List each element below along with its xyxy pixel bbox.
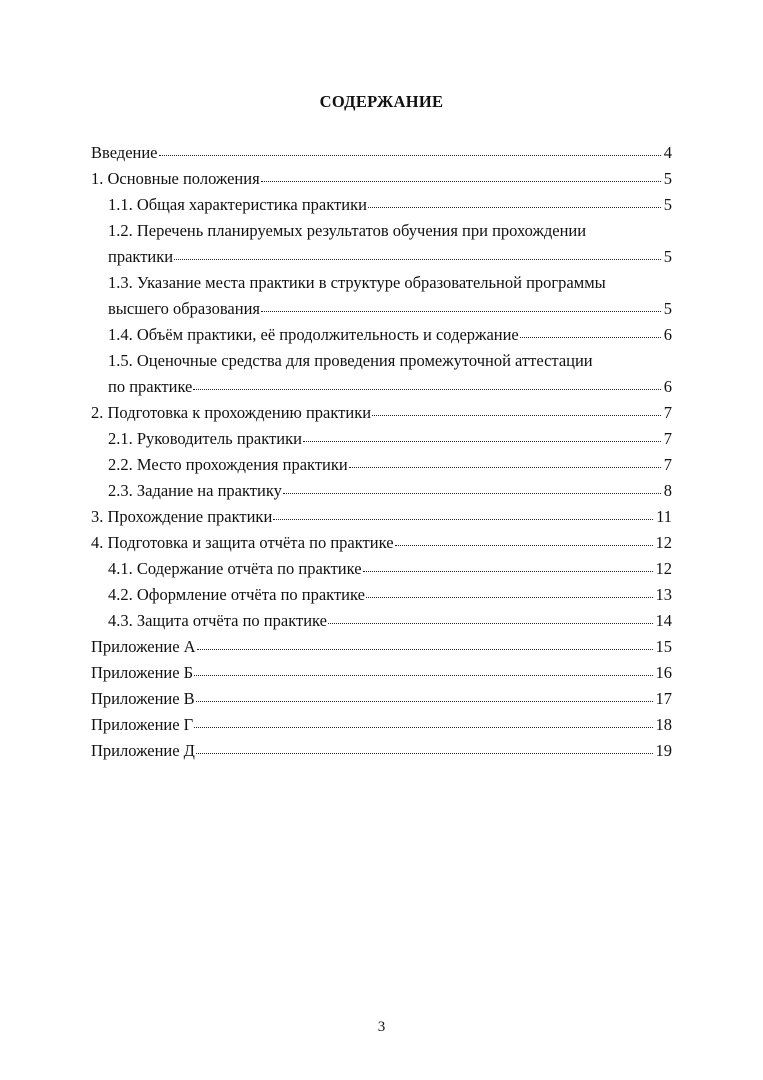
toc-entry-page-number: 18 bbox=[655, 715, 672, 734]
toc-entry-row bbox=[108, 374, 672, 400]
toc-entry[interactable] bbox=[91, 738, 672, 764]
dot-leader bbox=[366, 586, 653, 600]
toc-entry-label: 1. Основные положения bbox=[91, 169, 260, 188]
toc-entry-row bbox=[91, 738, 672, 764]
toc-entry-label: Приложение А bbox=[91, 637, 196, 656]
page-title: СОДЕРЖАНИЕ bbox=[319, 92, 444, 111]
toc-entry-label: 1.4. Объём практики, её продолжительность и содержание bbox=[108, 325, 519, 344]
toc-entry-page-number: 5 bbox=[663, 195, 672, 214]
toc-entry[interactable] bbox=[91, 218, 672, 270]
toc-entry-row bbox=[108, 556, 672, 582]
toc-entry-row bbox=[91, 140, 672, 166]
toc-entry[interactable] bbox=[91, 660, 672, 686]
toc-entry[interactable] bbox=[91, 478, 672, 504]
toc-entry-page-number: 14 bbox=[655, 611, 672, 630]
toc-entry-row bbox=[108, 296, 672, 322]
dot-leader bbox=[368, 196, 661, 210]
toc-entry-label: 2. Подготовка к прохождению практики bbox=[91, 403, 372, 422]
toc-entry-page-number: 11 bbox=[656, 507, 672, 526]
toc-entry-row bbox=[91, 166, 672, 192]
toc-entry[interactable] bbox=[91, 556, 672, 582]
toc-entry[interactable] bbox=[91, 140, 672, 166]
toc-entry-row bbox=[91, 504, 672, 530]
dot-leader bbox=[197, 638, 653, 652]
toc-entry-label: Приложение В bbox=[91, 689, 195, 708]
toc-entry-label: 3. Прохождение практики bbox=[91, 507, 273, 526]
dot-leader bbox=[395, 534, 653, 548]
toc-entry-page-number: 7 bbox=[663, 429, 672, 448]
toc-entry-page-number: 5 bbox=[663, 247, 672, 266]
dot-leader bbox=[273, 508, 653, 522]
toc-entry[interactable] bbox=[91, 634, 672, 660]
toc-entry[interactable] bbox=[91, 270, 672, 322]
dot-leader bbox=[194, 716, 652, 730]
toc-entry[interactable] bbox=[91, 712, 672, 738]
toc-entry-page-number: 12 bbox=[655, 559, 672, 578]
toc-entry-row bbox=[108, 582, 672, 608]
toc-entry-label: 4.2. Оформление отчёта по практике bbox=[108, 585, 365, 604]
toc-entry-row bbox=[108, 452, 672, 478]
dot-leader bbox=[194, 664, 652, 678]
dot-leader bbox=[303, 430, 661, 444]
toc-entry-label: практики bbox=[108, 247, 174, 266]
toc-entry-row bbox=[91, 400, 672, 426]
toc-entry[interactable] bbox=[91, 686, 672, 712]
toc-entry-page-number: 5 bbox=[663, 169, 672, 188]
toc-entry-label: по практике bbox=[108, 377, 193, 396]
toc-entry[interactable] bbox=[91, 426, 672, 452]
dot-leader bbox=[196, 742, 653, 756]
toc-entry-page-number: 5 bbox=[663, 299, 672, 318]
page-number: 3 bbox=[377, 1019, 386, 1035]
toc-entry-page-number: 8 bbox=[663, 481, 672, 500]
toc-entry-page-number: 15 bbox=[655, 637, 672, 656]
toc-entry-row bbox=[91, 634, 672, 660]
toc-entry-page-number: 4 bbox=[663, 143, 672, 162]
toc-entry[interactable] bbox=[91, 530, 672, 556]
toc-entry[interactable] bbox=[91, 166, 672, 192]
toc-entry-page-number: 17 bbox=[655, 689, 672, 708]
toc-entry-label: 2.3. Задание на практику bbox=[108, 481, 282, 500]
dot-leader bbox=[261, 300, 661, 314]
toc-entry[interactable] bbox=[91, 608, 672, 634]
toc-entry-row bbox=[108, 244, 672, 270]
toc-entry-page-number: 6 bbox=[663, 325, 672, 344]
toc-entry-page-number: 7 bbox=[663, 403, 672, 422]
toc-entry-row bbox=[91, 660, 672, 686]
toc-entry[interactable] bbox=[91, 504, 672, 530]
toc-entry-page-number: 7 bbox=[663, 455, 672, 474]
dot-leader bbox=[196, 690, 653, 704]
dot-leader bbox=[159, 144, 661, 158]
toc-entry-row bbox=[108, 608, 672, 634]
toc-entry[interactable] bbox=[91, 582, 672, 608]
toc-entry-label: 1.1. Общая характеристика практики bbox=[108, 195, 367, 214]
toc-entry-row bbox=[108, 192, 672, 218]
toc-entry-row bbox=[108, 322, 672, 348]
dot-leader bbox=[193, 378, 660, 392]
toc-entry-label: Приложение Д bbox=[91, 741, 195, 760]
toc-entry[interactable] bbox=[91, 400, 672, 426]
dot-leader bbox=[174, 248, 661, 262]
toc-entry-label: 4.3. Защита отчёта по практике bbox=[108, 611, 327, 630]
toc-entry-title-line: 1.3. Указание места практики в структуре образовательной программы bbox=[108, 273, 606, 292]
toc-entry-page-number: 19 bbox=[655, 741, 672, 760]
toc-entry[interactable] bbox=[91, 452, 672, 478]
toc-entry-page-number: 13 bbox=[655, 585, 672, 604]
toc-entry[interactable] bbox=[91, 322, 672, 348]
toc-entry-label: 4. Подготовка и защита отчёта по практике bbox=[91, 533, 394, 552]
toc-entry-title-line: 1.2. Перечень планируемых результатов обучения при прохождении bbox=[108, 221, 587, 240]
dot-leader bbox=[283, 482, 661, 496]
toc-entry-label: 4.1. Содержание отчёта по практике bbox=[108, 559, 362, 578]
dot-leader bbox=[349, 456, 661, 470]
toc-entry-row bbox=[108, 426, 672, 452]
dot-leader bbox=[328, 612, 653, 626]
table-of-contents bbox=[91, 140, 672, 764]
toc-entry-page-number: 12 bbox=[655, 533, 672, 552]
toc-entry-row bbox=[108, 478, 672, 504]
toc-entry-label: Введение bbox=[91, 143, 158, 162]
toc-entry-row bbox=[91, 686, 672, 712]
toc-entry-label: Приложение Г bbox=[91, 715, 194, 734]
toc-entry-label: 2.1. Руководитель практики bbox=[108, 429, 302, 448]
toc-entry-label: Приложение Б bbox=[91, 663, 194, 682]
dot-leader bbox=[363, 560, 653, 574]
toc-entry-row bbox=[91, 712, 672, 738]
toc-entry-label: 2.2. Место прохождения практики bbox=[108, 455, 348, 474]
dot-leader bbox=[261, 170, 661, 184]
toc-entry[interactable] bbox=[91, 348, 672, 400]
toc-entry-row bbox=[91, 530, 672, 556]
toc-entry-page-number: 6 bbox=[663, 377, 672, 396]
toc-entry[interactable] bbox=[91, 192, 672, 218]
dot-leader bbox=[372, 404, 661, 418]
toc-entry-page-number: 16 bbox=[655, 663, 672, 682]
dot-leader bbox=[520, 326, 661, 340]
toc-entry-title-line: 1.5. Оценочные средства для проведения промежуточной аттестации bbox=[108, 351, 593, 370]
toc-entry-label: высшего образования bbox=[108, 299, 260, 318]
